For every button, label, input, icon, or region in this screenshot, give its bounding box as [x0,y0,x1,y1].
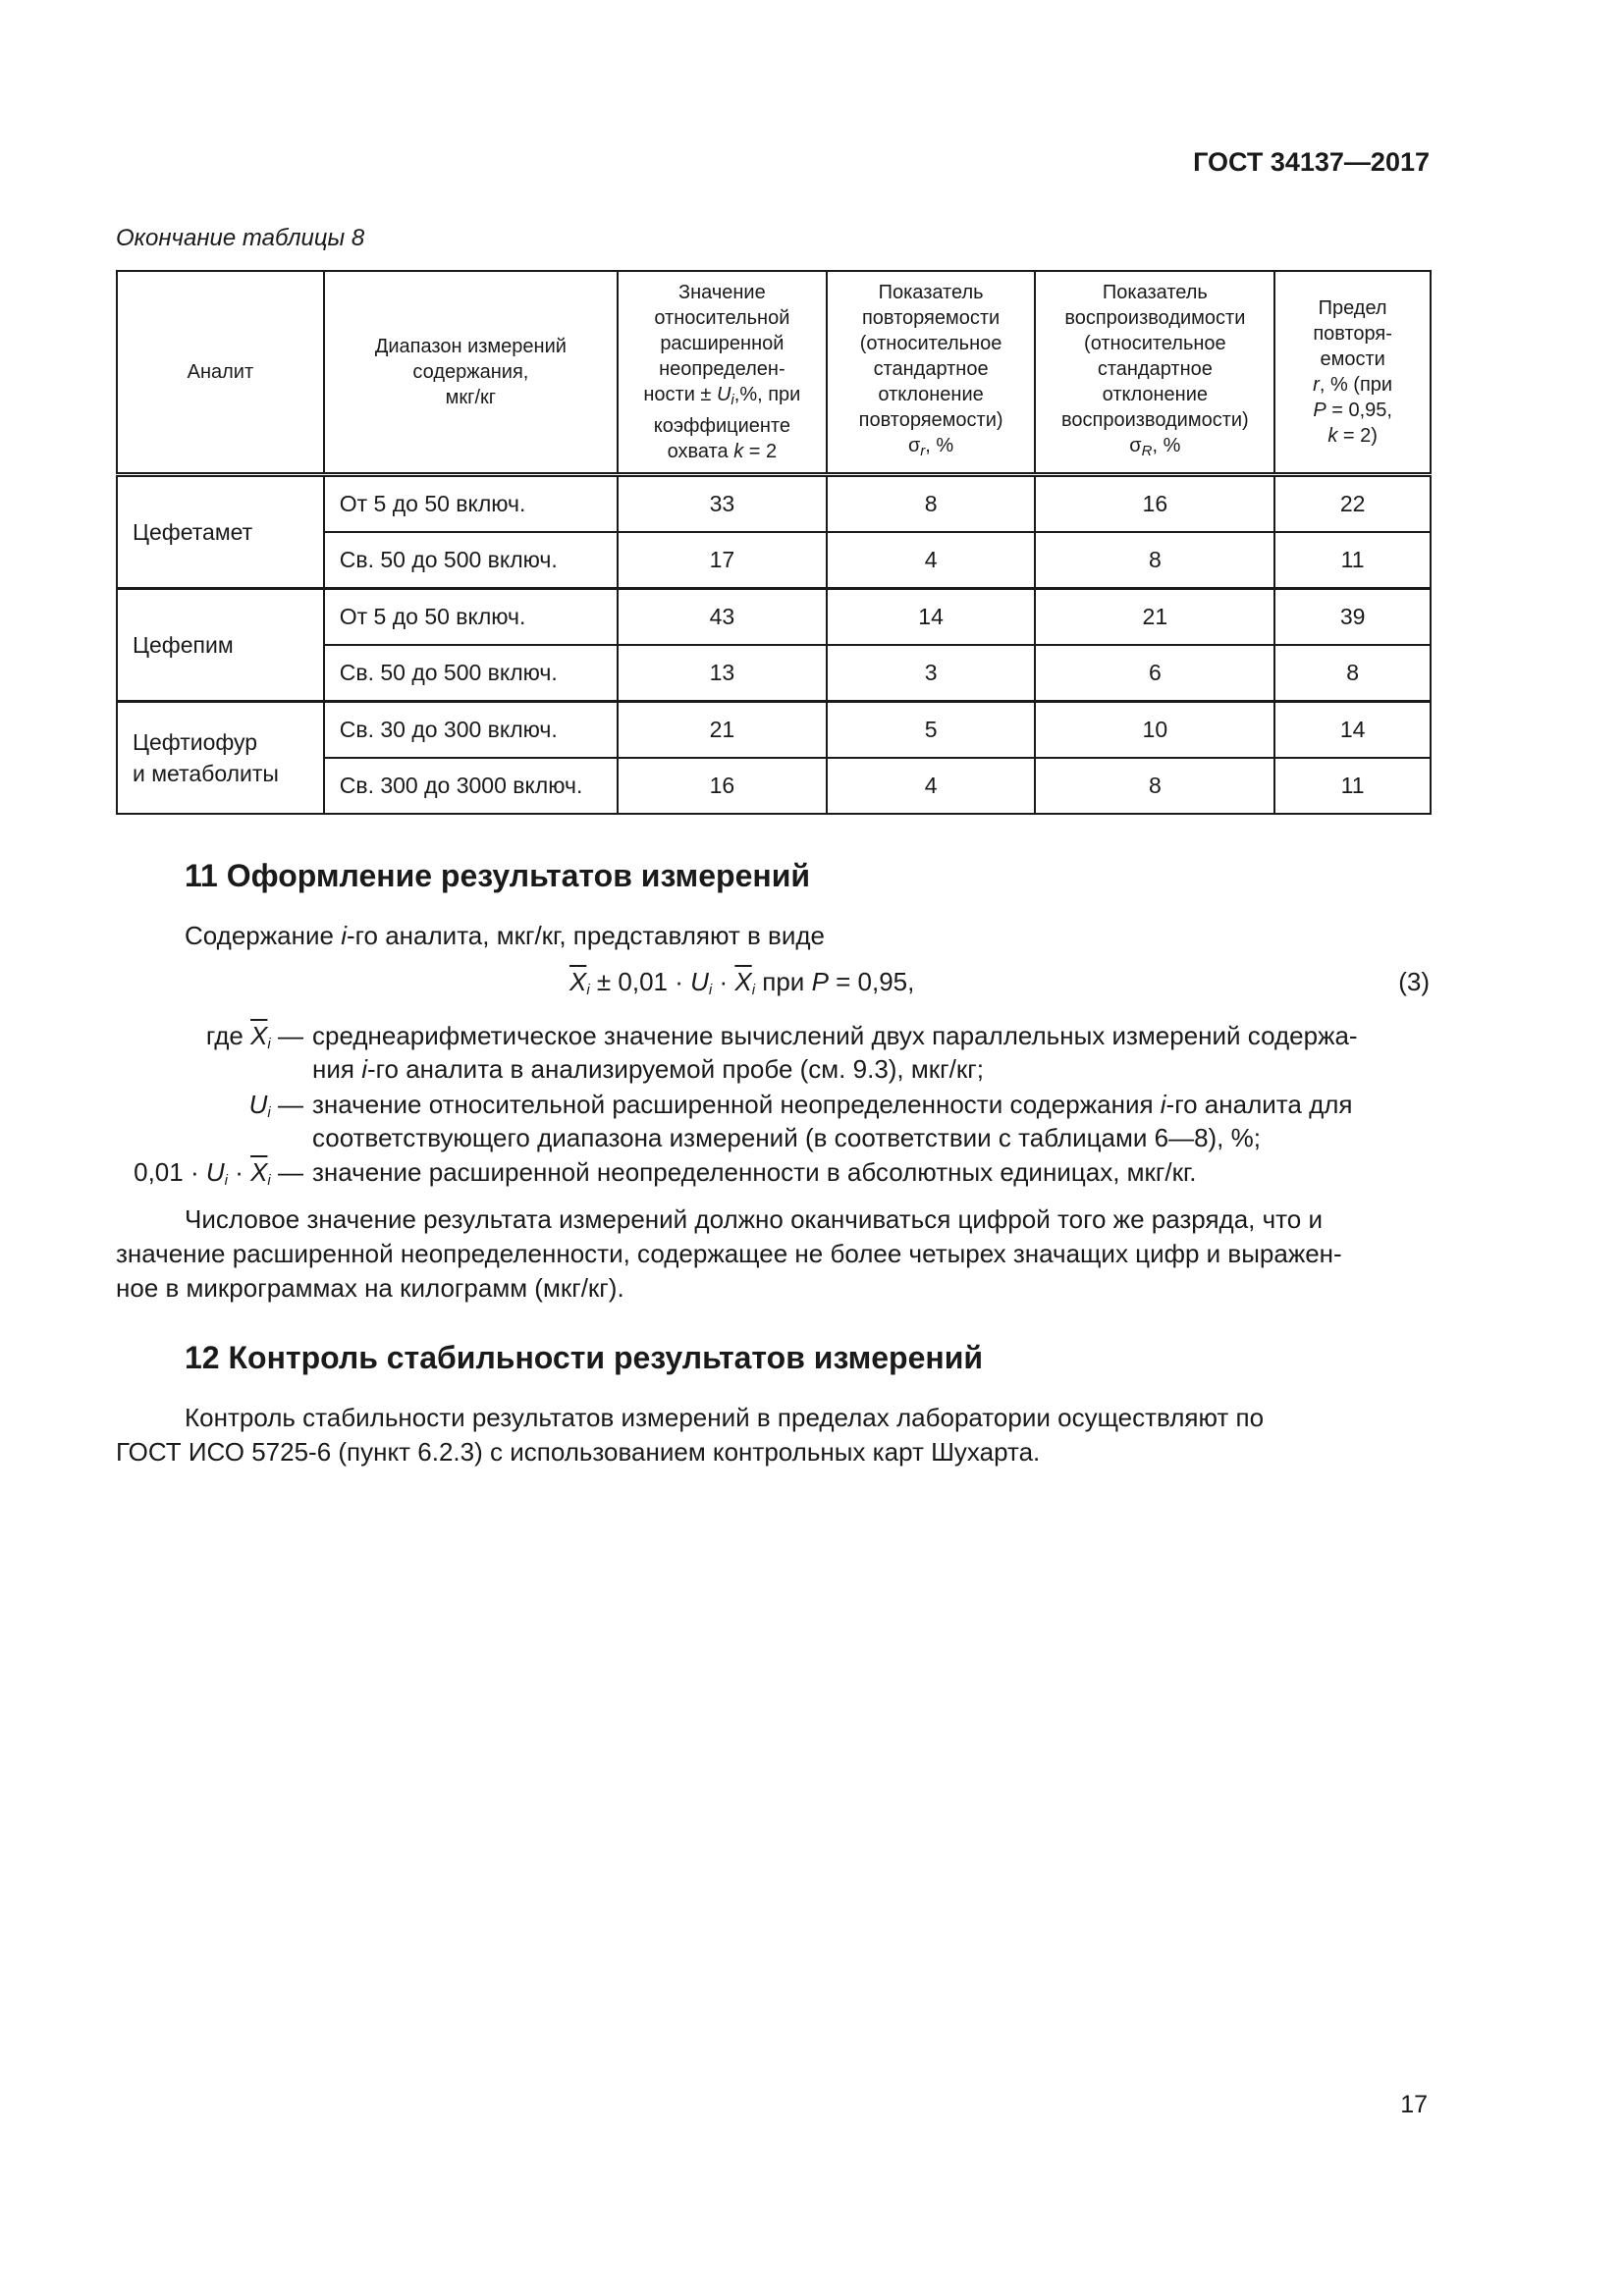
header-range: Диапазон измерений содержания, мкг/кг [324,271,618,475]
section-11-paragraph: Числовое значение результата измерений должно оканчиваться цифрой того же разряда, что и значение расширенной неопределенности, содержащее не более четырех значащих цифр и выражен- ное в микрограммах на килограмм (мкг/кг). [116,1204,1342,1303]
uncertainty-cell: 43 [618,589,827,646]
section-11-intro: Содержание i-го аналита, мкг/кг, представляют в виде [185,921,826,950]
header-repeatability-limit: Предел повторя- емости r, % (при P = 0,95, k = 2) [1274,271,1431,475]
def-term-uncertainty: $U_i$ — [248,1090,303,1121]
def-term-absolute: $0,01 \cdot U_i \cdot \overline{X}_i$ — [134,1157,303,1189]
table-row [117,702,1431,759]
limit-cell: 11 [1274,532,1431,589]
def-text-mean-1: среднеарифметическое значение вычислений двух параллельных измерений содержа- [312,1021,1358,1050]
uncertainty-cell: 33 [618,475,827,533]
reproducibility-cell: 8 [1035,758,1274,814]
page-number: 17 [1400,2091,1428,2118]
range-cell: Св. 50 до 500 включ. [324,645,618,702]
document-code: ГОСТ 34137—2017 [1193,147,1430,177]
header-reproducibility: Показатель воспроизводимости (относительное стандартное отклонение воспроизводимости) $\sigma_R$, % [1035,271,1274,475]
section-12-title: 12 Контроль стабильности результатов измерений [185,1340,984,1375]
formula-number: (3) [1398,967,1430,996]
header-analyte: Аналит [117,271,324,475]
measurement-table [116,270,1432,815]
analyte-cell: Цефетамет [117,475,324,589]
repeatability-cell: 3 [827,645,1036,702]
range-cell: Св. 50 до 500 включ. [324,532,618,589]
section-12-paragraph: Контроль стабильности результатов измерений в пределах лаборатории осуществляют по ГОСТ ИСО 5725-6 (пункт 6.2.3) с использованием контрольных карт Шухарта. [116,1403,1265,1467]
reproducibility-cell: 6 [1035,645,1274,702]
reproducibility-cell: 10 [1035,702,1274,759]
def-text-absolute: значение расширенной неопределенности в абсолютных единицах, мкг/кг. [312,1157,1197,1187]
table-row [117,475,1431,533]
section-11-title: 11 Оформление результатов измерений [185,858,811,893]
range-cell: От 5 до 50 включ. [324,475,618,533]
table-row [117,589,1431,646]
formula-3: $\overline{X}_i \pm 0,01 \cdot U_i \cdot \overline{X}_i$ при P = 0,95, [569,967,915,998]
repeatability-cell: 14 [827,589,1036,646]
limit-cell: 11 [1274,758,1431,814]
repeatability-cell: 4 [827,532,1036,589]
limit-cell: 14 [1274,702,1431,759]
table-caption: Окончание таблицы 8 [116,225,365,251]
reproducibility-cell: 21 [1035,589,1274,646]
limit-cell: 22 [1274,475,1431,533]
def-text-uncertainty-1: значение относительной расширенной неопределенности содержания i-го аналита для [312,1090,1353,1119]
def-text-mean-2: ния i-го аналита в анализируемой пробе (см. 9.3), мкг/кг; [312,1054,984,1084]
analyte-cell: Цефтиофур и метаболиты [117,702,324,815]
limit-cell: 8 [1274,645,1431,702]
uncertainty-cell: 21 [618,702,827,759]
range-cell: Св. 300 до 3000 включ. [324,758,618,814]
uncertainty-cell: 13 [618,645,827,702]
uncertainty-cell: 17 [618,532,827,589]
range-cell: От 5 до 50 включ. [324,589,618,646]
uncertainty-cell: 16 [618,758,827,814]
range-cell: Св. 30 до 300 включ. [324,702,618,759]
table-header-row [117,271,1431,475]
repeatability-cell: 8 [827,475,1036,533]
analyte-cell: Цефепим [117,589,324,702]
reproducibility-cell: 16 [1035,475,1274,533]
reproducibility-cell: 8 [1035,532,1274,589]
def-text-uncertainty-2: соответствующего диапазона измерений (в соответствии с таблицами 6—8), %; [312,1123,1261,1152]
def-term-mean: где $\overline{X}_i$ — [205,1021,303,1052]
header-uncertainty: Значение относительной расширенной неопределен- ности ± $U_i,\%$, при коэффициенте охвата k = 2 [618,271,827,475]
repeatability-cell: 5 [827,702,1036,759]
repeatability-cell: 4 [827,758,1036,814]
header-repeatability: Показатель повторяемости (относительное стандартное отклонение повторяемости) $\sigma_r$, % [827,271,1036,475]
limit-cell: 39 [1274,589,1431,646]
